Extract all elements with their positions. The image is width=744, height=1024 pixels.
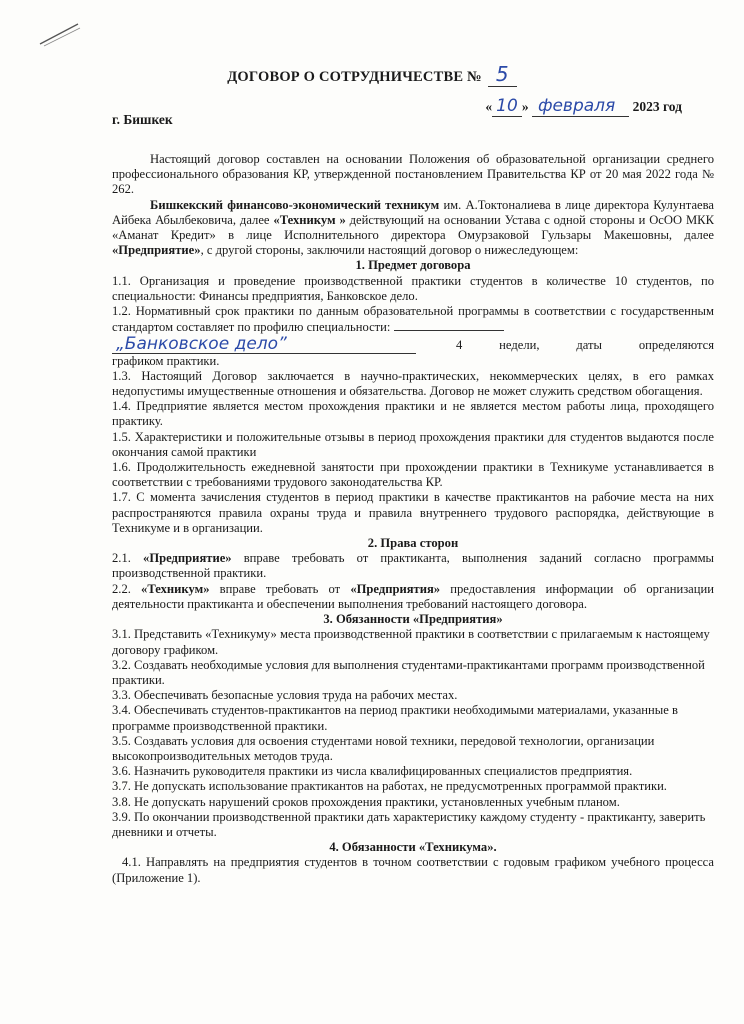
clause-3-2: 3.2. Создавать необходимые условия для выполнения студентами-практикантами программ производственной практики. bbox=[112, 657, 705, 687]
contract-title bbox=[0, 62, 744, 86]
clause-1-4: 1.4. Предприятие является местом прохождения практики и не является местом работы лица, проходящего практику. bbox=[112, 399, 714, 429]
handwritten-specialty: „Банковское дело” bbox=[112, 337, 416, 353]
clause-3-4: 3.4. Обеспечивать студентов-практикантов на период практики необходимыми материалами, указанные в программе производственной практики. bbox=[112, 703, 678, 733]
clause-3-7: 3.7. Не допускать использование практикантов на работах, не предусмотренных программой практики. bbox=[112, 779, 667, 794]
handwritten-contract-number: 5 bbox=[488, 62, 517, 87]
date-year: 2023 год bbox=[632, 99, 682, 114]
clause-4-1: 4.1. Направлять на предприятия студентов в точном соответствии с годовым графиком учебного процесса (Приложение 1). bbox=[112, 855, 714, 885]
handwritten-month: февраля bbox=[532, 96, 629, 117]
clause-3-6: 3.6. Назначить руководителя практики из числа квалифицированных специалистов предприятия. bbox=[112, 764, 633, 779]
section-1-heading: 1. Предмет договора bbox=[355, 258, 471, 273]
clause-1-1: 1.1. Организация и проведение производственной практики студентов в количестве 10 студентов, по специальности: Финансы предприятия, Банковское дело. bbox=[112, 273, 714, 303]
clause-1-2: 1.2. Нормативный срок практики по данным образовательной программы в соответствии с государственным стандартом составляет по профилю специальности: bbox=[112, 304, 714, 335]
contract-body bbox=[112, 152, 714, 886]
clause-2-1: 2.1. «Предприятие» вправе требовать от практиканта, выполнения заданий согласно программы производственной практики. bbox=[112, 551, 714, 581]
clause-2-2: 2.2. «Техникум» вправе требовать от «Предприятия» предоставления информации об организации деятельности практиканта и обеспечении выполнения требований настоящего договора. bbox=[112, 581, 714, 611]
clause-1-6: 1.6. Продолжительность ежедневной занятости при прохождении практики в Техникуме устанавливается в соответствии с требованиями трудового законодательства КР. bbox=[112, 460, 714, 490]
contract-title-text: ДОГОВОР О СОТРУДНИЧЕСТВЕ № bbox=[227, 69, 482, 85]
section-4-heading: 4. Обязанности «Техникума». bbox=[329, 840, 497, 855]
clause-1-3: 1.3. Настоящий Договор заключается в научно-практических, некоммерческих целях, в его рамках недопустимы имущественные отношения и обязательства. Договор не может служить средством обогащения. bbox=[112, 368, 714, 399]
clause-3-8: 3.8. Не допускать нарушений сроков прохождения практики, установленных учебным планом. bbox=[112, 794, 620, 809]
clause-3-3: 3.3. Обеспечивать безопасные условия труда на рабочих местах. bbox=[112, 688, 458, 703]
city: г. Бишкек bbox=[112, 112, 173, 127]
clause-3-1: 3.1. Представить «Техникуму» места производственной практики в соответствии с прилагаемым к настоящему договору графиком. bbox=[112, 627, 710, 657]
intro-paragraph: Настоящий договор составлен на основании Положения об образовательной организации среднего профессионального образования КР, утвержденной постановлением Правительства КР от 20 мая 2022 года № 262. bbox=[112, 152, 714, 197]
section-3-heading: 3. Обязанности «Предприятия» bbox=[323, 612, 503, 627]
clause-1-2-end: графиком практики. bbox=[112, 353, 220, 368]
parties-paragraph: Бишкекский финансово-экономический техникум им. А.Токтоналиева в лице директора Кулунтаева Айбека Абылбековича, далее «Техникум » действующий на основании Устава с одной стороны и ОсОО МКК «Аманат Кредит» в лице Исполнительного директора Омурзаковой Гульзары Макешовны, далее «Предприятие», с другой стороны, заключили настоящий договор о нижеследующем: bbox=[112, 197, 715, 258]
contract-date: « 10 » февраля 2023 год bbox=[485, 96, 682, 116]
scan-artifact-icon bbox=[36, 18, 82, 48]
clause-1-2-specialty-line: „Банковское дело” 4 недели, даты определяются bbox=[112, 337, 714, 353]
clause-1-7: 1.7. С момента зачисления студентов в период практики в качестве практикантов на рабочие места на них распространяются правила охраны труда и правила внутреннего трудового распорядка, действующие в Техникуме и в организации. bbox=[112, 490, 714, 535]
clause-1-5: 1.5. Характеристики и положительные отзывы в период прохождения практики для студентов выдаются после окончания самой практики bbox=[112, 429, 714, 459]
section-2-heading: 2. Права сторон bbox=[367, 536, 459, 551]
handwritten-day: 10 bbox=[492, 96, 522, 117]
clause-3-5: 3.5. Создавать условия для освоения студентами новой техники, передовой технологии, организации высокопроизводительных методов труда. bbox=[112, 733, 655, 763]
clause-3-9: 3.9. По окончании производственной практики дать характеристику каждому студенту - практиканту, заверить дневники и отчеты. bbox=[112, 809, 706, 839]
